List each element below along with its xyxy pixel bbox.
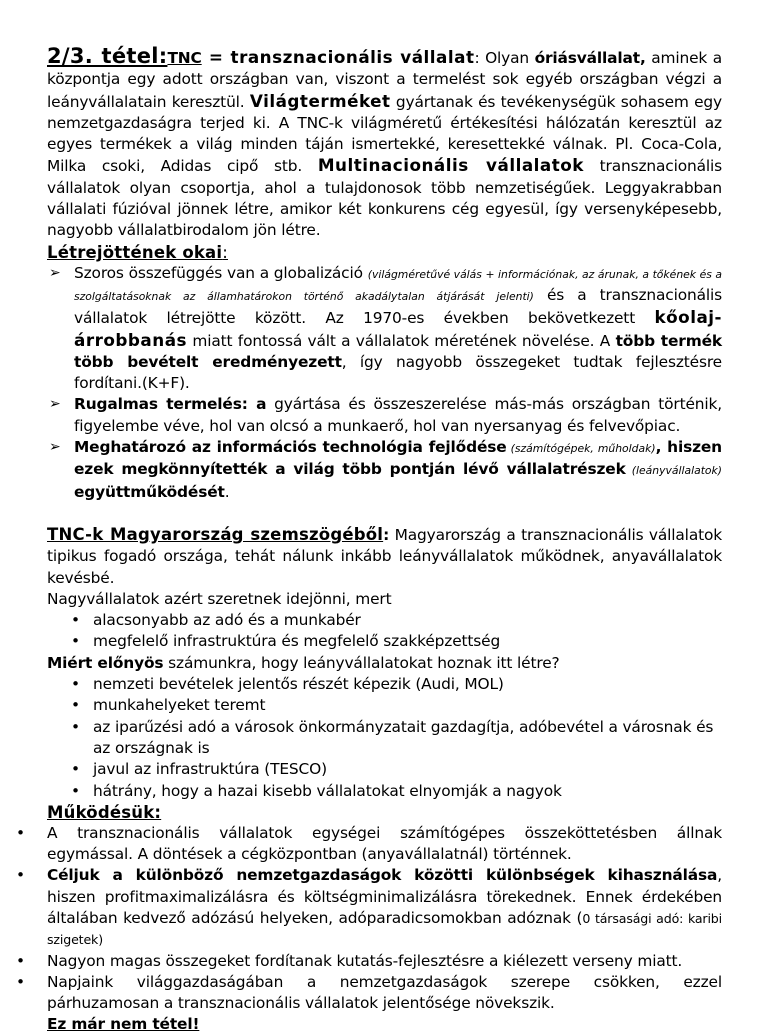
tnc-term: transznacionális vállalat [230, 47, 475, 67]
footer-note: Ez már nem tétel! [47, 1015, 200, 1034]
bullet-icon: • [16, 866, 25, 885]
section-heading-mukodes: Működésük: [47, 802, 162, 822]
list-item: • munkahelyeket teremt [47, 695, 722, 716]
bullet-icon: • [16, 823, 25, 842]
bullet-icon: • [71, 611, 80, 630]
list-item: • Nagyon magas összegeket fordítanak kutatás-fejlesztésre a kiélezett verseny miatt. [47, 951, 722, 972]
arrow-bullet-icon: ➢ [49, 439, 61, 456]
list-item: • alacsonyabb az adó és a munkabér [47, 610, 722, 631]
hungary-reasons-intro: Nagyvállalatok azért szeretnek idejönni, mert [47, 589, 392, 608]
list-item: • Napjaink világgazdaságában a nemzetgazdaságok szerepe csökken, ezzel párhuzamosan a transznacionális vállalatok jelentősége növekszik. [16, 972, 722, 1013]
list-item: ➢ Szoros összefüggés van a globalizáció (világméretűvé válás + információnak, az árunak, a tőkének és a szolgáltatásoknak az államhatárokon történő akadálytalan átjárását jelenti) és a transznacionális vállalatok létrejötte között. Az 1970-es években bekövetkezett kőolaj-árrobbanás miatt fontossá vált a vállalatok méretének növelése. A több termék több bevételt eredményezett, így nagyobb összegeket tudtak fejlesztésre fordítani.(K+F). [49, 263, 722, 393]
bullet-icon: • [71, 632, 80, 651]
benefits-list [47, 674, 722, 802]
reasons-list [47, 610, 722, 653]
hungary-paragraph: TNC-k Magyarország szemszögéből: Magyarország a transznacionális vállalatok tipikus fogadó országa, tehát nálunk inkább leányvállalatok működnek, anyavállalatok kevésbé. [47, 524, 723, 587]
list-item: • az iparűzési adó a városok önkormányzatait gazdagítja, adóbevétel a városnak és az országnak is [71, 717, 714, 757]
list-item: ➢ Rugalmas termelés: a gyártása és összeszerelése más-más országban történik, figyelembe véve, hol van olcsó a munkaerő, hol van nyersanyag és felvevőpiac. [49, 395, 723, 435]
bullet-icon: • [16, 951, 25, 970]
bullet-icon: • [71, 696, 80, 715]
tnc-abbrev: TNC [167, 49, 202, 67]
bullet-icon: • [71, 781, 80, 800]
bullet-icon: • [71, 675, 80, 694]
list-item: • javul az infrastruktúra (TESCO) [47, 759, 722, 780]
mukodes-list [16, 823, 723, 1015]
arrow-bullet-icon: ➢ [49, 396, 61, 413]
list-item: • Céljuk a különböző nemzetgazdaságok közötti különbségek kihasználása, hiszen profitmaximalizálásra és költségminimalizálásra törekednek. Ennek érdekében általában kedvező adózású helyeken, adóparadicsomokban adóznak (0 társasági adó: karibi szigetek) [16, 866, 723, 948]
list-item: • A transznacionális vállalatok egységei számítógépes összeköttetésben állnak egymással. A döntések a cégközpontban (anyavállalatnál) történnek. [16, 823, 722, 864]
list-item: • hátrány, hogy a hazai kisebb vállalatokat elnyomják a nagyok [47, 781, 722, 802]
topic-number: 2/3. tétel: [47, 44, 168, 68]
bullet-icon: • [16, 972, 25, 991]
arrow-bullet-icon: ➢ [49, 264, 61, 281]
bullet-icon: • [71, 760, 80, 779]
section-heading-hungary: TNC-k Magyarország szemszögéből [47, 524, 384, 544]
list-item: • megfelelő infrastruktúra és megfelelő szakképzettség [47, 631, 722, 652]
intro-paragraph: 2/3. tétel:TNC = transznacionális vállalat: Olyan óriásvállalat, aminek a központja egy adott országban van, viszont a termelést sok egyéb országban végzi a leányvállalatain keresztül. Világterméket gyártanak és tevékenységük sohasem egy nemzetgazdaságra terjed ki. A TNC-k világméretű értékesítési hálózatán keresztül az egyes termékek a világ minden táján ismertekké, keresettekké válnak. Pl. Coca-Cola, Milka csoki, Adidas cipő stb. Multinacionális vállalatok transznacionális vállalatok olyan csoportja, ahol a tulajdonosok több nemzetiségűek. Leggyakrabban vállalati fúzióval jönnek létre, amikor két konkurens cég egyesül, így versenyképesebb, nagyobb vállalatbirodalom jön létre. [47, 44, 722, 240]
okai-list [47, 263, 722, 503]
document-page [16, 44, 723, 1036]
list-item: ➢ Meghatározó az információs technológia fejlődése (számítógépek, műholdak), hiszen ezek megkönnyítették a világ több pontján lévő vállalatrészek (leányvállalatok) együttműködését. [49, 438, 723, 501]
section-heading-okai: Létrejöttének okai: [47, 242, 228, 262]
benefits-question: Miért előnyös számunkra, hogy leányvállalatokat hoznak itt létre? [47, 653, 560, 672]
list-item: • nemzeti bevételek jelentős részét képezik (Audi, MOL) [47, 674, 722, 695]
bullet-icon: • [71, 717, 80, 736]
